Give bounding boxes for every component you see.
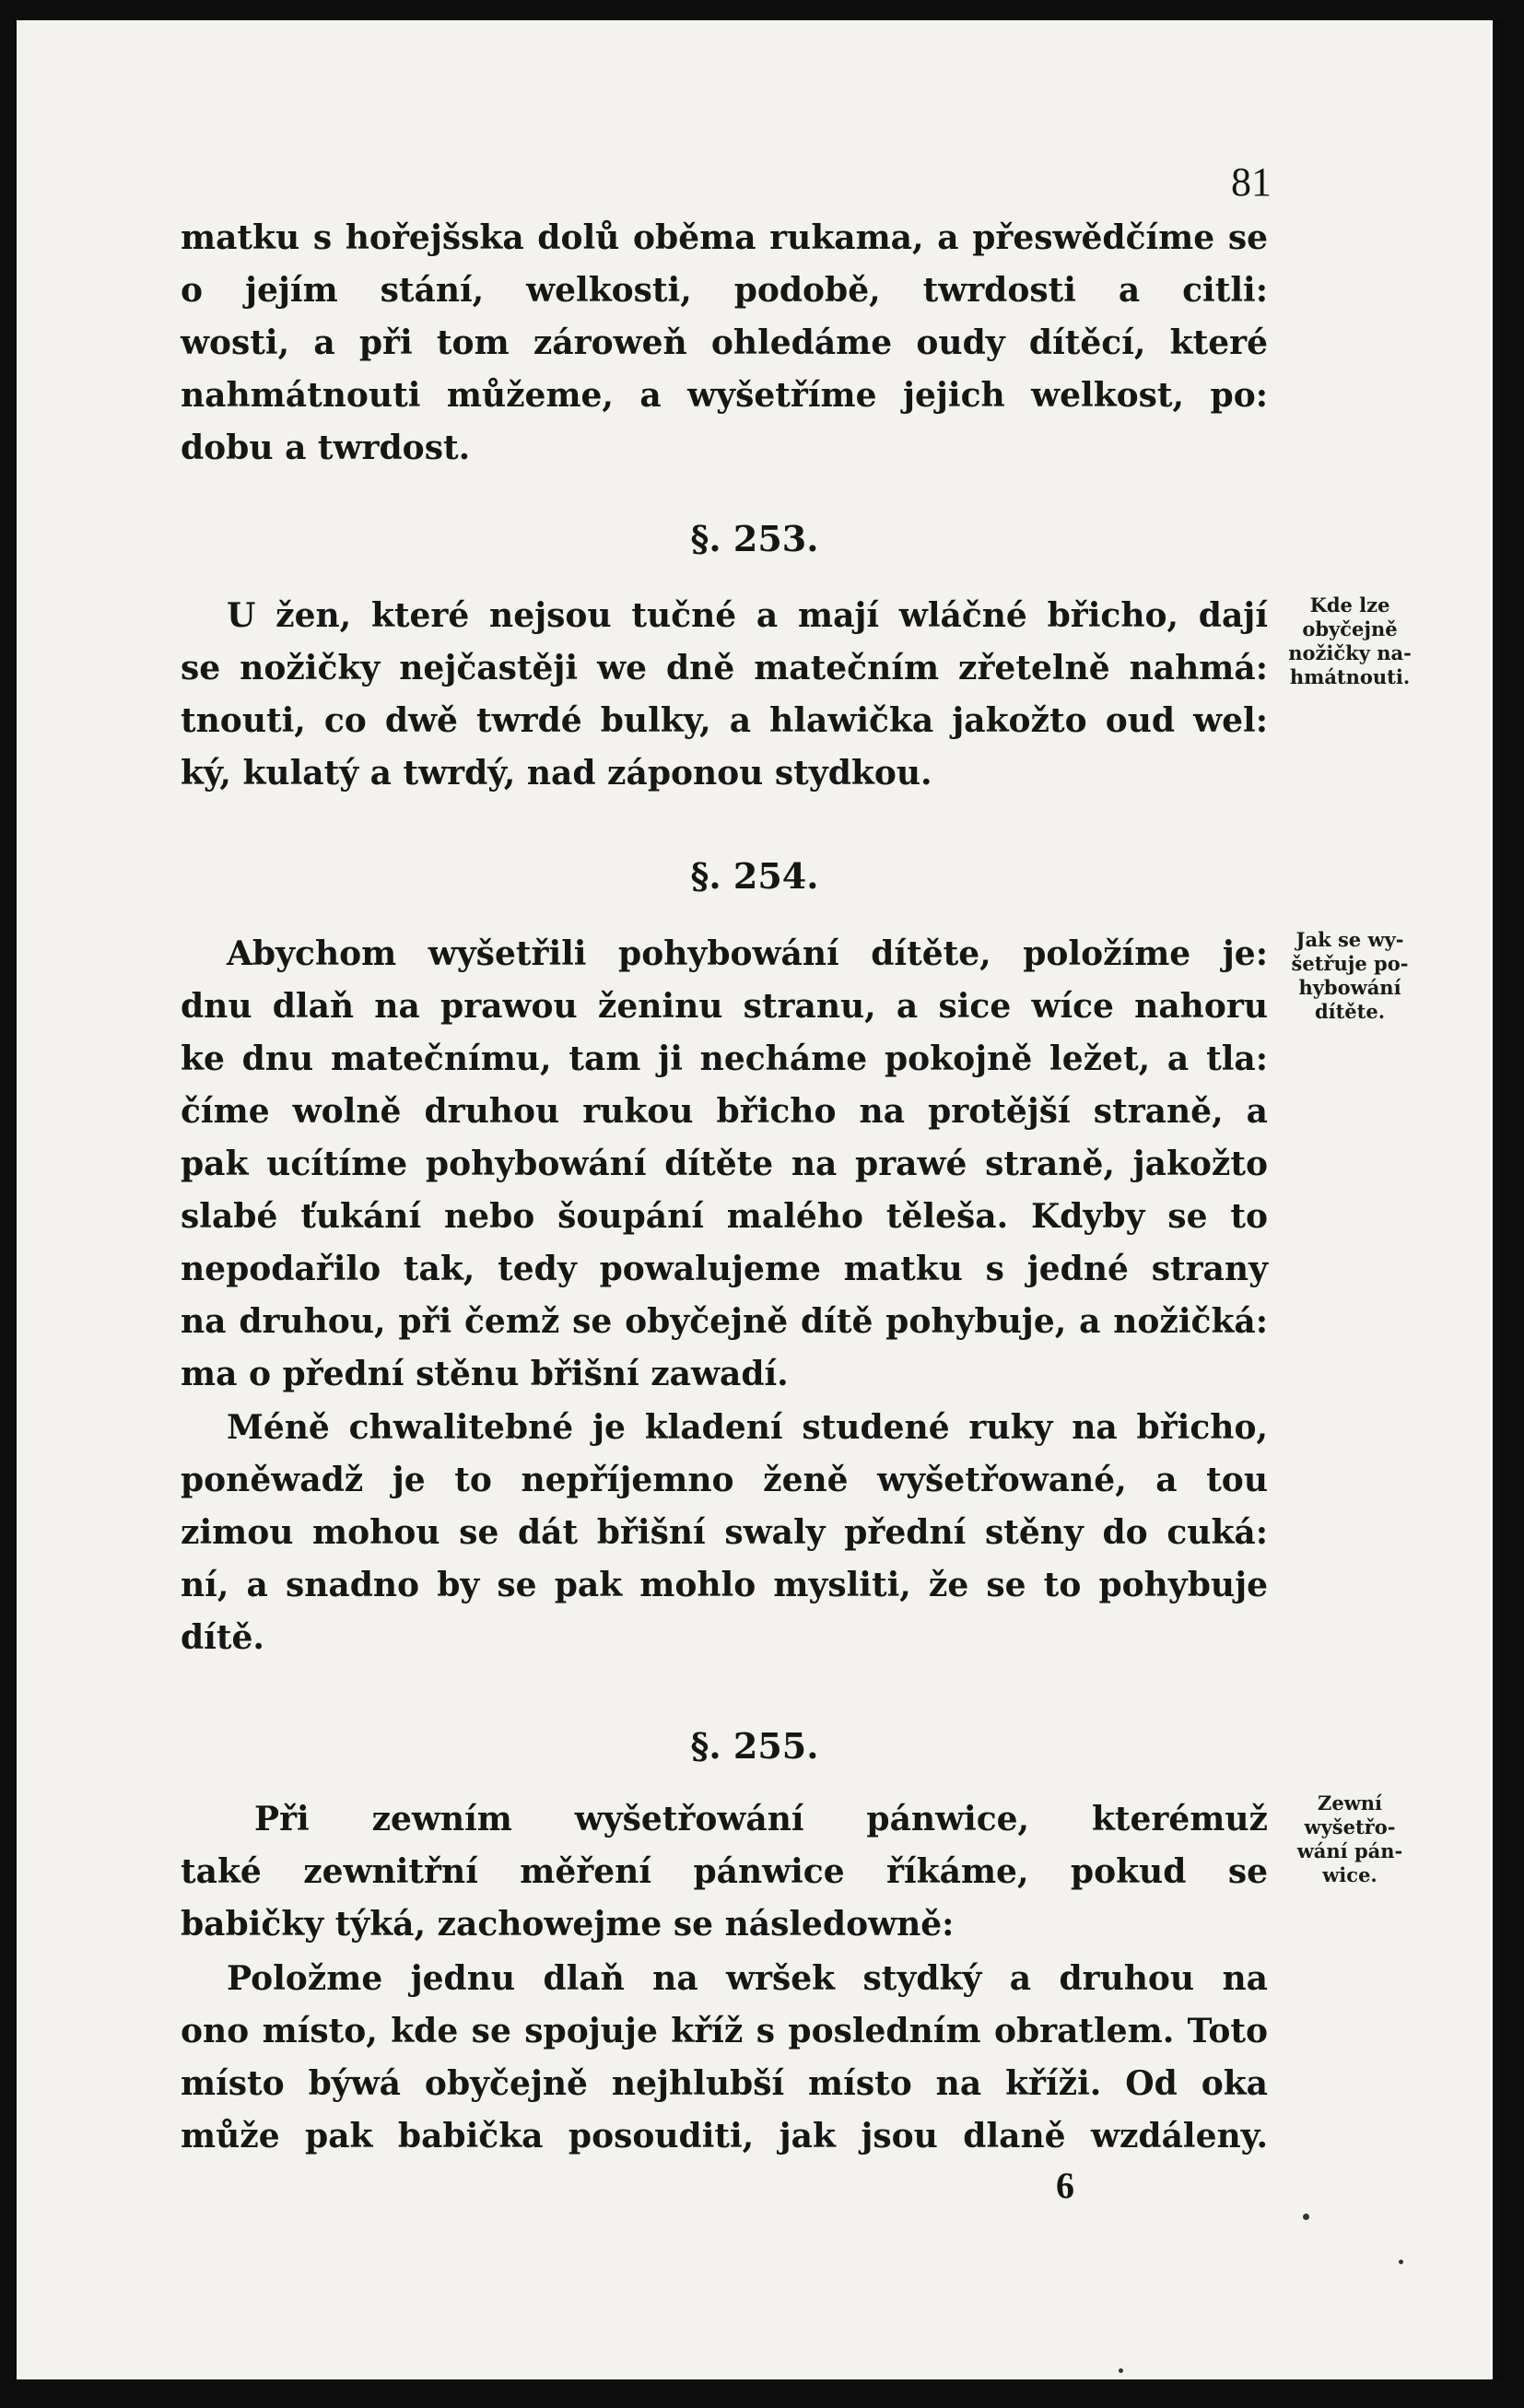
text-line: také zewnitřní měření pánwice říkáme, pokud se	[181, 1852, 1268, 1891]
section-heading-255: §. 255.	[690, 1725, 819, 1767]
text-line: tnouti, co dwě twrdé bulky, a hlawička jakožto oud wel:	[181, 701, 1268, 740]
text-line: Položme jednu dlaň na wršek stydký a druhou na	[227, 1959, 1268, 1998]
text-line: se nožičky nejčastěji we dně matečním zřetelně nahmá:	[181, 649, 1268, 687]
text-line: ní, a snadno by se pak mohlo mysliti, že se to pohybuje	[181, 1566, 1268, 1604]
text-line: dítě.	[181, 1618, 264, 1657]
text-line: slabé ťukání nebo šoupání malého těleša. Kdyby se to	[181, 1197, 1268, 1236]
text-line: nepodařilo tak, tedy powalujeme matku s jedné strany	[181, 1250, 1268, 1288]
text-line: ký, kulatý a twrdý, nad záponou stydkou.	[181, 754, 932, 793]
text-line: poněwadž je to nepříjemno ženě wyšetřowané, a tou	[181, 1461, 1268, 1499]
margin-note-line: wání pán-	[1296, 1839, 1403, 1862]
paper-speck	[1119, 2368, 1123, 2373]
margin-note-253	[1272, 593, 1428, 689]
margin-note-line: wice.	[1322, 1863, 1377, 1886]
text-line: ono místo, kde se spojuje kříž s posledním obratlem. Toto	[181, 2012, 1268, 2050]
text-line: o jejím stání, welkosti, podobě, twrdosti a citli:	[181, 271, 1268, 310]
paper-speck	[1303, 2214, 1309, 2220]
text-line: může pak babička posouditi, jak jsou dlaně wzdáleny.	[181, 2117, 1268, 2155]
margin-note-254	[1272, 928, 1428, 1024]
text-line: Při zewním wyšetřowání pánwice, kterémuž	[254, 1800, 1268, 1838]
text-line: ma o přední stěnu břišní zawadí.	[181, 1355, 789, 1393]
margin-note-line: šetřuje po-	[1291, 952, 1409, 975]
text-line: na druhou, při čemž se obyčejně dítě pohybuje, a nožičká:	[181, 1302, 1268, 1341]
book-page	[17, 20, 1506, 2379]
margin-note-line: obyčejně	[1302, 617, 1398, 640]
paper-speck	[1399, 2260, 1403, 2264]
paragraph-254-continued	[181, 1402, 1268, 1664]
paragraph-254	[181, 928, 1268, 1401]
margin-note-line: hybowání	[1298, 976, 1401, 999]
margin-note-line: nožičky na-	[1288, 641, 1412, 664]
text-line: matku s hořejšska dolů oběma rukama, a přeswědčíme se	[181, 218, 1268, 257]
text-line: místo býwá obyčejně nejhlubší místo na kříži. Od oka	[181, 2064, 1268, 2103]
margin-note-255	[1272, 1791, 1428, 1887]
paragraph-255-continued	[181, 1953, 1268, 2163]
page-number: 81	[1231, 159, 1272, 205]
text-line: ke dnu matečnímu, tam ji necháme pokojně ležet, a tla:	[181, 1040, 1268, 1078]
paragraph-continuation	[181, 212, 1268, 475]
margin-note-line: wyšetřo-	[1304, 1815, 1396, 1838]
text-line: zimou mohou se dát břišní swaly přední stěny do cuká:	[181, 1513, 1268, 1552]
text-line: nahmátnouti můžeme, a wyšetříme jejich welkost, po:	[181, 376, 1268, 415]
text-line: Méně chwalitebné je kladení studené ruky na břicho,	[227, 1408, 1268, 1447]
text-line: babičky týká, zachowejme se následowně:	[181, 1905, 955, 1944]
margin-note-line: Zewní	[1317, 1791, 1382, 1815]
margin-note-line: dítěte.	[1314, 1000, 1386, 1023]
margin-note-line: Kde lze	[1309, 593, 1390, 617]
text-line: U žen, které nejsou tučné a mají wláčné břicho, dají	[227, 596, 1268, 635]
text-line: wosti, a při tom zároweň ohledáme oudy dítěcí, které	[181, 323, 1268, 362]
section-heading-253: §. 253.	[690, 518, 819, 559]
margin-note-line: hmátnouti.	[1289, 665, 1411, 688]
text-line: Abychom wyšetřili pohybowání dítěte, položíme je:	[227, 934, 1268, 973]
text-line: dobu a twrdost.	[181, 429, 471, 467]
text-line: číme wolně druhou rukou břicho na protější straně, a	[181, 1092, 1268, 1131]
margin-note-line: Jak se wy-	[1295, 928, 1404, 951]
text-line: pak ucítíme pohybowání dítěte na prawé straně, jakožto	[181, 1145, 1268, 1183]
section-heading-254: §. 254.	[690, 855, 819, 897]
paragraph-255	[181, 1793, 1268, 1951]
signature-mark: 6	[1056, 2165, 1074, 2206]
paragraph-253	[181, 590, 1268, 800]
text-line: dnu dlaň na prawou ženinu stranu, a sice wíce nahoru	[181, 987, 1268, 1026]
